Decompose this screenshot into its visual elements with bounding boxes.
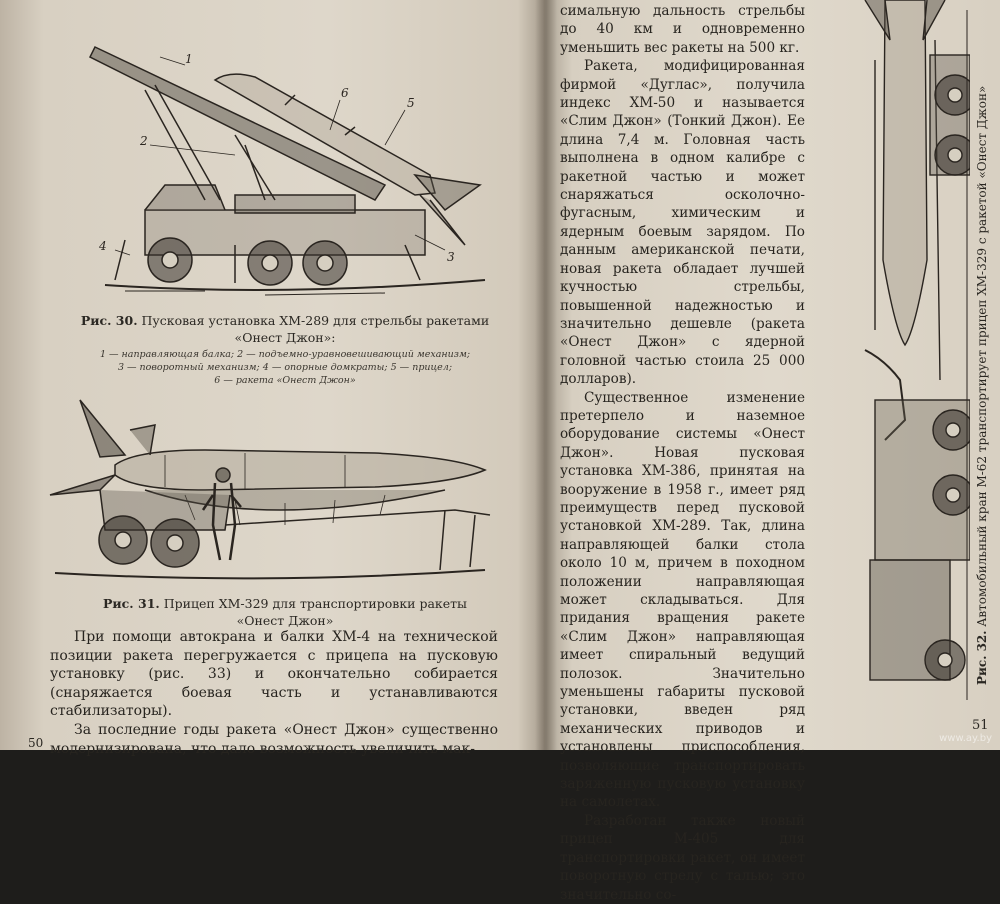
left-paragraph-1: При помощи автокрана и балки XM-4 на технической позиции ракета перегружается с прицепа на пусковую установку (рис. 33) и окончательно собирается (снаряжается боевая часть и устанавливаются стабилизаторы).	[50, 629, 498, 720]
figure-31-number: Рис. 31.	[103, 596, 160, 611]
callout-1: 1	[185, 52, 193, 66]
figure-30-number: Рис. 30.	[80, 313, 138, 328]
callout-3: 3	[447, 250, 455, 264]
figure-30-subtitle: «Онест Джон»:	[234, 330, 336, 345]
left-paragraph-2: За последние годы ракета «Онест Джон» существенно модернизирована, что дало возможность увеличить мак-	[50, 721, 498, 757]
legend-line-1: 1 — направляющая балка; 2 — подъемно-уравновешивающий механизм;	[99, 349, 471, 360]
figure-31-title: Прицеп XM-329 для транспортировки ракеты	[163, 596, 467, 611]
right-paragraph-1: Ракета, модифицированная фирмой «Дуглас», получила индекс XM-50 и называется «Слим Джон» (Тонкий Джон). Ее длина 7,4 м. Головная часть выполнена в одном калибре с ракетной частью и может снаряжаться осколочно-фугасным, химическим и ядерным боевым зарядом. По данным американской печати, новая ракета обладает лучшей кучностью стрельбы, повышенной надежностью и значительно дешевле (ракета «Онест Джон» с ядерной головной частью стоила 25 000 долларов).	[560, 58, 805, 388]
callout-5: 5	[407, 96, 415, 110]
left-page-body-text	[50, 628, 498, 758]
figure-31-trailer-illustration	[45, 395, 495, 590]
left-page-number: 50	[28, 736, 44, 750]
figure-30-legend	[55, 348, 515, 387]
figure-32-caption	[975, 5, 990, 685]
figure-30-title: Пусковая установка XM-289 для стрельбы ракетами	[141, 313, 490, 328]
callout-4: 4	[99, 239, 107, 253]
callout-6: 6	[341, 86, 349, 100]
watermark: www.ay.by	[939, 733, 992, 744]
legend-line-2: 3 — поворотный механизм; 4 — опорные домкраты; 5 — прицел;	[117, 362, 453, 373]
callout-2: 2	[140, 134, 148, 148]
figure-30-launcher-illustration	[85, 35, 505, 300]
legend-line-3: 6 — ракета «Онест Джон»	[214, 375, 356, 386]
figure-32-text: Автомобильный кран M-62 транспортирует прицеп XM-329 с ракетой «Онест Джон»	[975, 85, 989, 627]
right-paragraph-0: симальную дальность стрельбы до 40 км и одновременно уменьшить вес ракеты на 500 кг.	[560, 3, 805, 56]
right-paragraph-3: Разработан также новый прицеп M-405 для транспортировки ракет, он имеет поворотную стрелу с талью; это значительно со-	[560, 812, 805, 903]
figure-32-crane-truck-illustration	[845, 0, 970, 710]
book-gutter	[535, 0, 557, 750]
right-page-body-text	[560, 2, 805, 904]
right-page-number: 51	[972, 718, 989, 733]
figure-31-subtitle: «Онест Джон»	[236, 613, 334, 628]
figure-32-number: Рис. 32.	[975, 630, 989, 685]
figure-31-caption	[60, 595, 510, 629]
figure-30-caption	[60, 312, 510, 346]
right-paragraph-2: Существенное изменение претерпело и наземное оборудование системы «Онест Джон». Новая пусковая установка XM-386, принятая на вооружение в 1958 г., имеет ряд преимуществ перед пусковой установкой XM-289. Так, длина направляющей балки стола около 10 м, причем в походном положении направляющая может складываться. Для придания вращения ракете «Слим Джон» направляющая имеет спиральный ведущий полозок. Значительно уменьшены габариты пусковой установки, введен ряд механических приводов и установлены приспособления, позволяющие транспортировать заряженную пусковую установку на самолетах.	[560, 389, 805, 811]
